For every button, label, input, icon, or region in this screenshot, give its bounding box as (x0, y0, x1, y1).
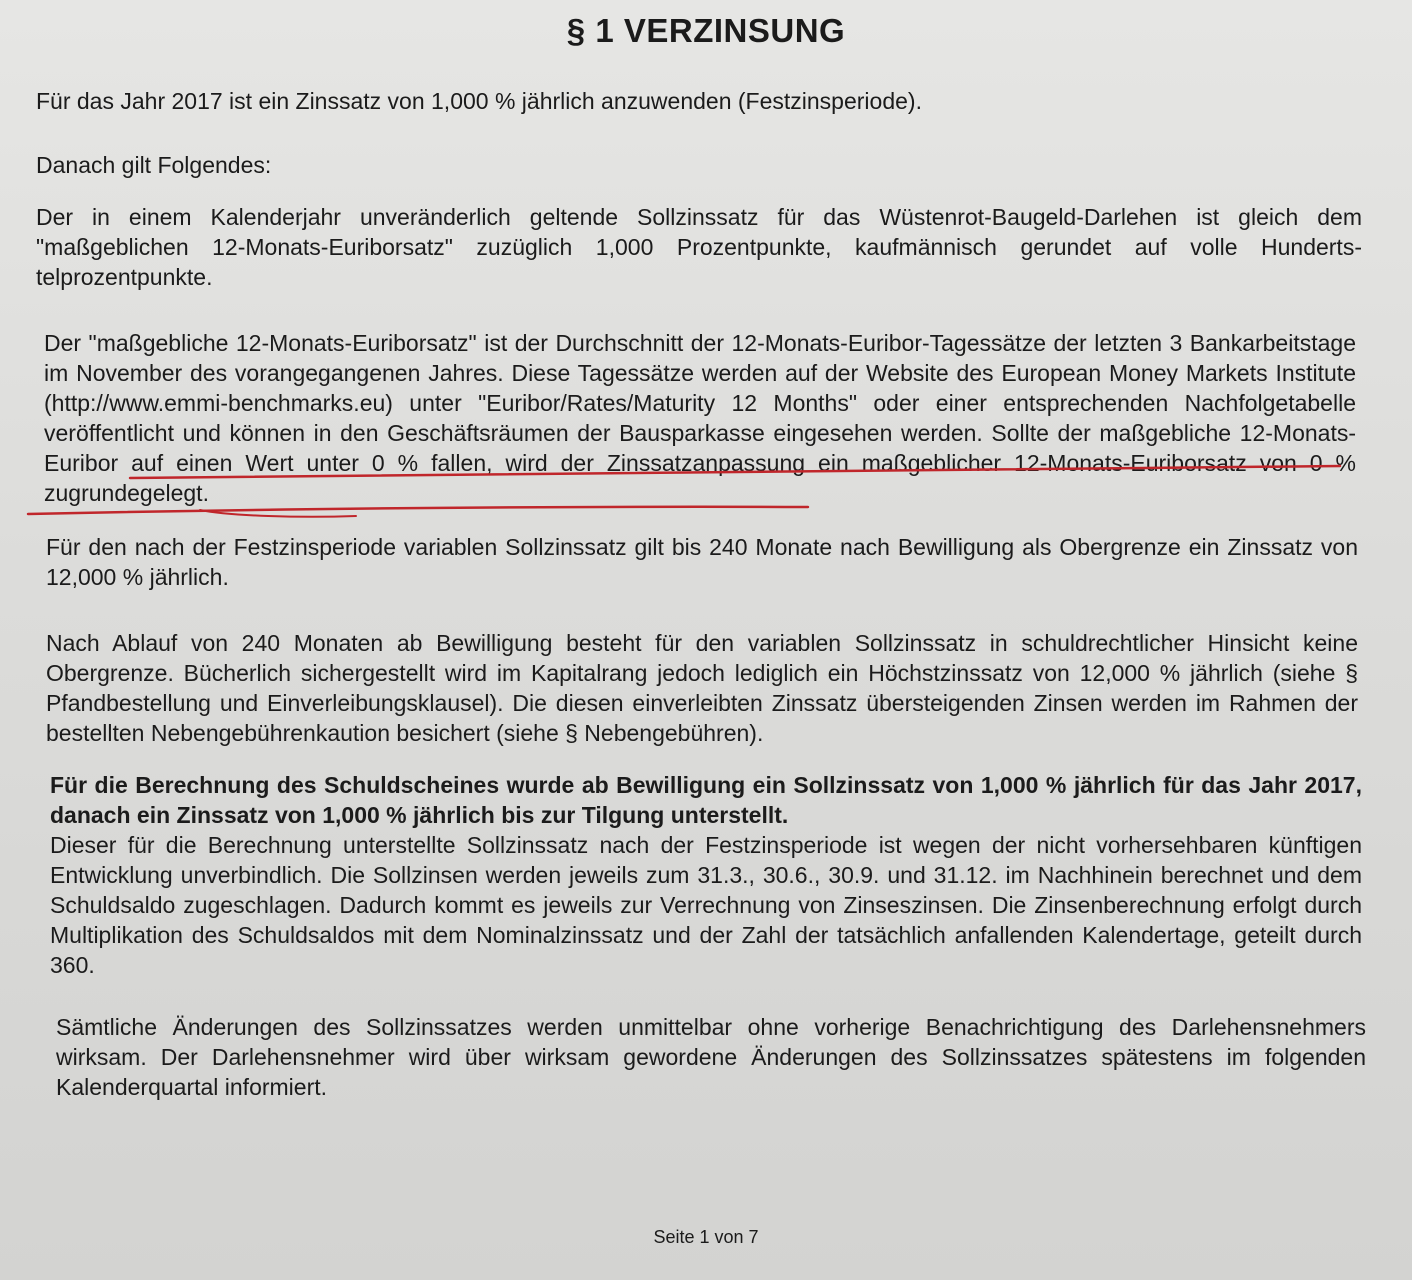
calculation-details: Dieser für die Berechnung unterstellte Sollzinssatz nach der Festzinsperiode ist wegen der nicht vorhersehbaren künftigen Entwicklung unverbindlich. Die Sollzinsen werden jeweils zum 31.3., 30.6., 30.9. und 31.12. im Nachhinein berechnet und dem Schuldsaldo zugeschlagen. Dadurch kommt es jeweils zur Verrechnung von Zinseszinsen. Die Zinsenberechnung erfolgt durch Multiplikation des Schuldsaldos mit dem Nominalzinssatz und der Zahl der tatsächlich anfallenden Kalendertage, geteilt durch 360. (50, 832, 1362, 978)
euribor-definition-text: Der "maßgebliche 12-Monats-Euriborsatz" ist der Durchschnitt der 12-Monats-Euribor-Tagessätze der letzten 3 Bankarbeitstage im November des vorangegangenen Jahres. Diese Tagessätze werden auf der Website des European Money Markets Institute (http://www.emmi-benchmarks.eu) unter "Euribor/Rates/Maturity 12 Months" oder einer entsprechenden Nachfolgetabelle veröffentlicht und können in den Geschäftsräumen der Bausparkasse eingesehen werden. (44, 330, 1356, 446)
paragraph-rate-changes: Sämtliche Änderungen des Sollzinssatzes werden unmittelbar ohne vorherige Benachrichtigung des Darlehensnehmers wirksam. Der Darlehensnehmer wird über wirksam gewordene Änderungen des Sollzinssatzes spätestens im folgenden Kalenderquartal informiert. (56, 1014, 1366, 1100)
paragraph-thereafter: Danach gilt Folgendes: (36, 152, 272, 178)
paragraph-calculation (50, 770, 1362, 980)
section-title: § 1 VERZINSUNG (566, 12, 846, 49)
paragraph-rate-definition: Der in einem Kalenderjahr unveränderlich geltende Sollzinssatz für das Wüstenrot-Baugeld-Darlehen ist gleich dem "maßgeblichen 12-Monats-Euriborsatz" zuzüglich 1,000 Prozentpunkte, kaufmännisch gerundet auf volle Hunderts-telprozentpunkte. (36, 204, 1362, 290)
paragraph-upper-limit: Für den nach der Festzinsperiode variablen Sollzinssatz gilt bis 240 Monate nach Bewilligung als Obergrenze ein Zinssatz von 12,000 % jährlich. (46, 534, 1358, 590)
paragraph-after-240-months: Nach Ablauf von 240 Monaten ab Bewilligung besteht für den variablen Sollzinssatz in schuldrechtlicher Hinsicht keine Obergrenze. Bücherlich sichergestellt wird im Kapitalrang jedoch lediglich ein Höchstzinssatz von 12,000 % jährlich (siehe § Pfandbestellung und Einverleibungsklausel). Die diesen einverleibten Zinssatz übersteigenden Zinsen werden im Rahmen der bestellten Nebengebührenkaution besichert (siehe § Nebengebühren). (46, 630, 1358, 746)
calculation-bold-statement: Für die Berechnung des Schuldscheines wurde ab Bewilligung ein Sollzinssatz von 1,000 % jährlich für das Jahr 2017, danach ein Zinssatz von 1,000 % jährlich bis zur Tilgung unterstellt. (50, 772, 1362, 828)
paragraph-euribor-definition (44, 328, 1356, 508)
page-number: Seite 1 von 7 (653, 1227, 759, 1247)
paragraph-fixed-rate: Für das Jahr 2017 ist ein Zinssatz von 1,000 % jährlich anzuwenden (Festzinsperiode). (36, 88, 922, 114)
underline-stroke-3 (200, 510, 356, 517)
underlined-floor-clause: Sollte der maßgebliche 12-Monats-Euribor auf einen Wert unter 0 % fallen, wird der Zinssatzanpassung ein maßgeblicher 12-Monats-Euriborsatz von 0 % zugrundegelegt. (44, 420, 1357, 506)
